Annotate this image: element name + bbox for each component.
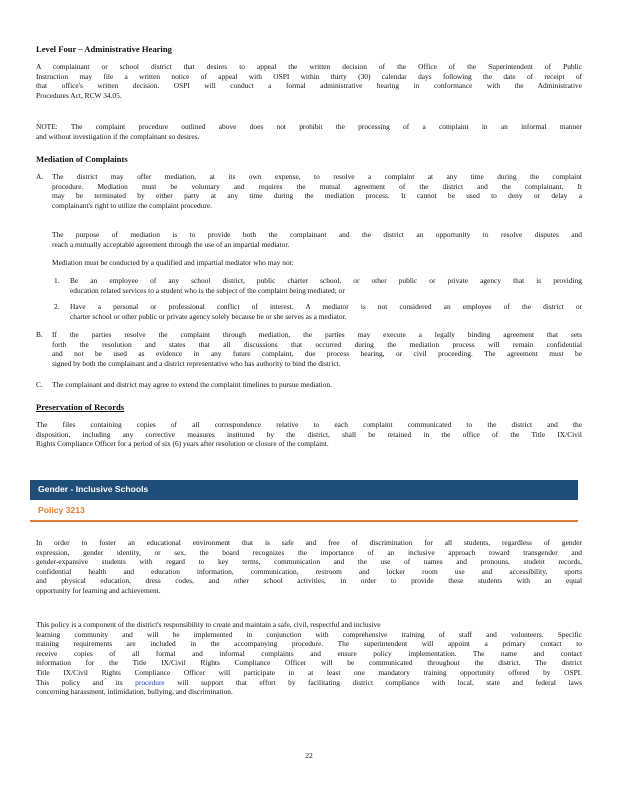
text-line: Be an employee of any school district, public charter school, or other public or private agency that is providing xyxy=(70,276,582,285)
text-line: The district may offer mediation, at its own expense, to resolve a complaint at any time during the complaint xyxy=(52,172,582,181)
preservation-heading: Preservation of Records xyxy=(36,402,125,412)
text-line: In order to foster an educational environment that is safe and free of discrimination for all students, regardless of gender xyxy=(36,538,582,547)
text-line: procedure. Mediation must be voluntary and requires the mutual agreement of the district and the complainant. It xyxy=(52,181,582,191)
policy-paragraph-1 xyxy=(36,538,582,596)
item-label: C. xyxy=(36,380,43,389)
text-line: Have a personal or professional conflict of interest. A mediator is not considered an employee of the district or xyxy=(70,302,582,311)
text-line: that office's written decision. OSPI will conduct a formal administrative hearing in conformance with the Administrative xyxy=(36,81,582,91)
text-span: This policy and its xyxy=(36,677,123,687)
text-line-with-link xyxy=(36,678,582,688)
text-line: information for the Title IX/Civil Rights Compliance Officer will be communicated throughout the district. The district xyxy=(36,658,582,668)
preservation-paragraph xyxy=(36,420,582,449)
level-four-section xyxy=(36,44,582,54)
text-line: disposition, including any corrective measures instituted by the district, shall be retained in the office of the Title IX/Civil xyxy=(36,429,582,439)
text-line: receive copies of all formal and informal complaints and ensure policy implementation. The name and contact xyxy=(36,648,582,658)
mediation-item-a xyxy=(36,172,582,212)
text-line: education related services to a student who is the subject of the complaint being mediated; or xyxy=(70,285,345,295)
item-text xyxy=(52,330,582,368)
text-line: charter school or other public or private agency solely because he or she serves as a mediator. xyxy=(70,311,347,321)
procedure-link[interactable]: procedure xyxy=(135,677,165,687)
text-line: Procedures Act, RCW 34.05. xyxy=(36,90,122,100)
level-four-paragraph xyxy=(36,62,582,100)
text-line: and physical education, dress codes, and other school activities, in order to provide these students with an equal xyxy=(36,576,582,586)
note-paragraph xyxy=(36,122,582,141)
mediation-heading-wrap xyxy=(36,154,582,164)
text-line: may be terminated by either party at any time during the mediation process. It cannot be used to deny or delay a xyxy=(52,191,582,201)
item-text xyxy=(52,380,582,390)
conducted-text xyxy=(52,258,582,268)
page-number: 22 xyxy=(305,751,313,760)
item-label: 2. xyxy=(54,302,60,311)
text-line: opportunity for learning and achievement. xyxy=(36,585,161,595)
text-line: Mediation must be conducted by a qualified and impartial mediator who may not: xyxy=(52,258,294,267)
text-line: This policy is a component of the district's responsibility to create and maintain a safe, civil, respectful and inclusive xyxy=(36,620,381,629)
text-line: Rights Compliance Officer for a period of six (6) years after resolution or closure of the complaint. xyxy=(36,439,329,449)
item-text xyxy=(70,276,582,295)
text-line: NOTE: The complaint procedure outlined above does not prohibit the processing of a complaint in an informal manner xyxy=(36,122,582,131)
level-four-heading: Level Four – Administrative Hearing xyxy=(36,44,172,54)
text-span: will support that effort by facilitating district compliance with local, state and federal laws xyxy=(177,677,582,687)
text-line: and without investigation if the complainant so desires. xyxy=(36,131,200,141)
text-line: learning community and will be implemented in conjunction with comprehensive training of staff and volunteers. Specific xyxy=(36,629,582,639)
text-line: If the parties resolve the complaint through mediation, the parties may execute a legally binding agreement that sets xyxy=(52,330,582,339)
text-line: Title IX/Civil Rights Compliance Officer will participate in at least one mandatory training opportunity offered by OSPI. xyxy=(36,667,582,677)
text-line: The purpose of mediation is to provide both the complainant and the district an opportunity to resolve disputes and xyxy=(52,230,582,239)
text-line: concerning harassment, intimidation, bullying, and discrimination. xyxy=(36,687,233,697)
item-label: 1. xyxy=(54,276,60,285)
text-line: The complainant and district may agree to extend the complaint timelines to pursue mediation. xyxy=(52,380,332,389)
text-line: expression, gender identity, or sex, the board recognizes the importance of an inclusive approach toward transgender and xyxy=(36,547,582,557)
text-line: forth the resolution and states that all discussions that occurred during the mediation process will remain confidential xyxy=(52,339,582,349)
text-line: confidential health and education information, communication, restroom and locker room use and accessibility, sports xyxy=(36,566,582,576)
section-title: Gender - Inclusive Schools xyxy=(38,484,149,494)
text-line: The files containing copies of all correspondence relative to each complaint communicated to the district and the xyxy=(36,420,582,429)
text-line: training requirements are included in the accompanying procedure. The superintendent will appoint a primary contact to xyxy=(36,639,582,649)
text-line: A complainant or school district that desires to appeal the written decision of the Office of the Superintendent of Public xyxy=(36,62,582,71)
preservation-heading-wrap xyxy=(36,402,582,412)
purpose-text xyxy=(52,230,582,249)
text-line: and not be used as evidence in any future complaint, due process hearing, or civil proceeding. The agreement must be xyxy=(52,349,582,359)
item-text xyxy=(70,302,582,321)
section-title-bar xyxy=(30,480,578,500)
text-line: gender-expansive students with regard to key terms, communication and the use of names and pronouns, student records, xyxy=(36,557,582,567)
item-label: A. xyxy=(36,172,44,181)
item-text xyxy=(52,172,582,210)
text-line: complainant's right to utilize the complaint procedure. xyxy=(52,200,212,210)
policy-paragraph-2 xyxy=(36,620,582,697)
mediation-heading: Mediation of Complaints xyxy=(36,154,128,164)
text-line: Instruction may file a written notice of appeal with OSPI within thirty (30) calendar days following the date of receipt of xyxy=(36,71,582,81)
policy-number: Policy 3213 xyxy=(38,505,85,515)
policy-header xyxy=(30,502,578,522)
text-line: signed by both the complainant and a district representative who has authority to bind the district. xyxy=(52,358,341,368)
text-line: reach a mutually acceptable agreement through the use of an impartial mediator. xyxy=(52,239,290,249)
item-label: B. xyxy=(36,330,43,339)
